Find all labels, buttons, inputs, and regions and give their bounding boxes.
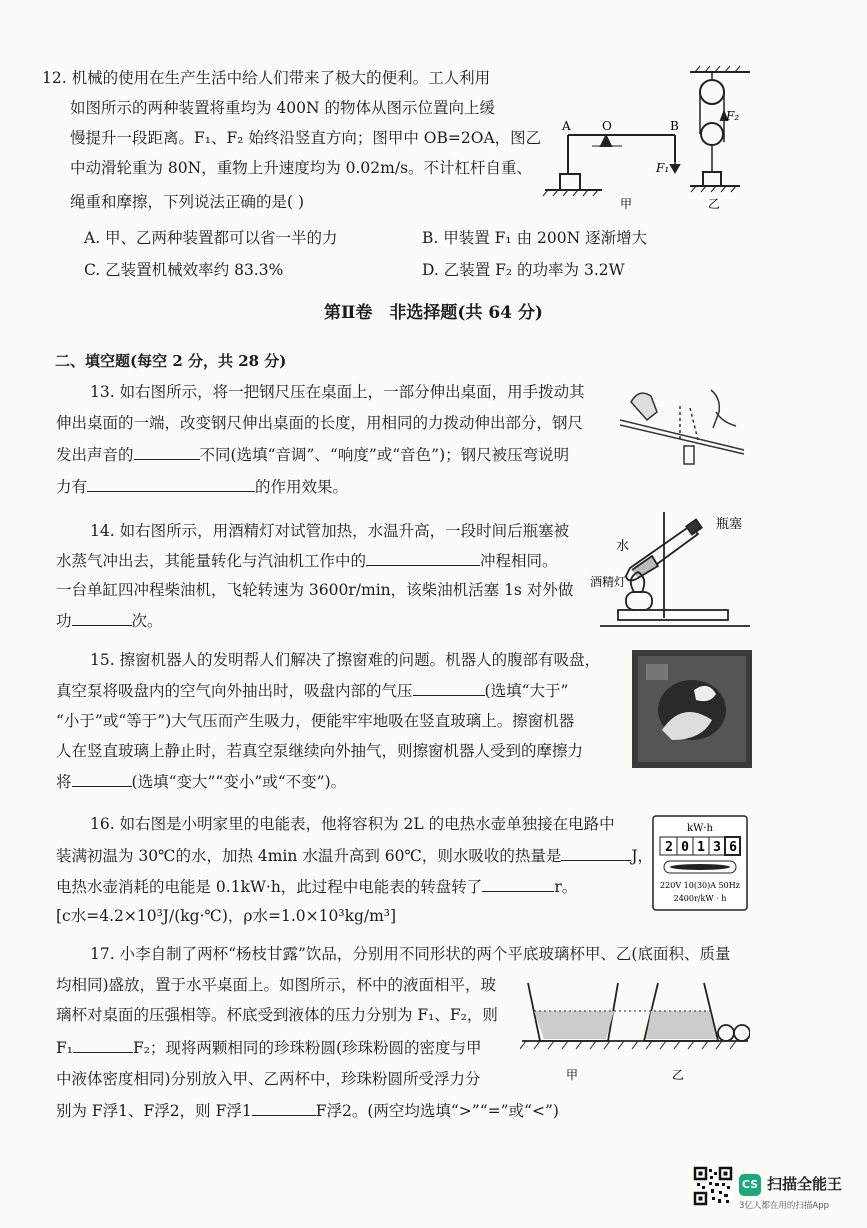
q15-line-2 — [56, 680, 568, 701]
q17-text-after-blank: F₂；现将两颗相同的珍珠粉圆(珍珠粉圆的密度与甲 — [132, 1039, 482, 1057]
part-title: 第Ⅱ卷 非选择题(共 64 分) — [324, 303, 543, 323]
q14-text-before-blank-2: 功 — [56, 612, 72, 630]
qr-code-icon — [693, 1166, 733, 1206]
meter-digit-2: 0 — [681, 840, 689, 855]
label-alcohol-lamp: 酒精灯 — [590, 575, 627, 589]
label-b: B — [670, 119, 679, 133]
answer-blank[interactable] — [72, 610, 132, 626]
q17-line-3: 璃杯对桌面的压强相等。杯底受到液体的压力分别为 F₁、F₂，则 — [56, 1006, 498, 1024]
camscanner-name: 扫描全能王 — [767, 1175, 843, 1193]
label-cup-jia: 甲 — [566, 1068, 579, 1082]
q17-text-before-blank-2: 别为 F浮1、F浮2，则 F浮1 — [56, 1102, 252, 1120]
q12-line-4: 中动滑轮重为 80N，重物上升速度均为 0.02m/s。不计杠杆自重、 — [70, 159, 533, 177]
answer-blank[interactable] — [482, 876, 554, 892]
q17-text-before-blank: F₁ — [56, 1039, 73, 1057]
energy-meter-figure — [652, 815, 748, 911]
q17-text-after-blank-2: F浮2。(两空均选填“>”“=”或“<”) — [315, 1102, 559, 1120]
camscanner-logo: CS — [739, 1174, 761, 1196]
label-cup-yi: 乙 — [672, 1068, 685, 1082]
q12-option-b: B. 甲装置 F₁ 由 200N 逐渐增大 — [422, 229, 648, 247]
meter-digit-4: 3 — [713, 840, 721, 855]
q15-text-before-blank-2: 将 — [56, 773, 72, 791]
meter-spec-1: 220V 10(30)A 50Hz — [660, 881, 740, 890]
answer-blank[interactable] — [366, 550, 480, 566]
label-f2: F₂ — [726, 109, 740, 123]
meter-digit-3: 1 — [697, 840, 705, 855]
q16-line-1: 16. 如右图是小明家里的电能表，他将容积为 2L 的电热水壶单独接在电路中 — [90, 815, 615, 833]
q12-line-2: 如图所示的两种装置将重均为 400N 的物体从图示位置向上缓 — [70, 99, 496, 117]
label-water: 水 — [616, 539, 630, 554]
q16-text-before-blank: 装满初温为 30℃的水，加热 4min 水温升高到 60℃，则水吸收的热量是 — [56, 847, 562, 865]
q13-text-after-blank: 不同(选填“音调”、“响度”或“音色”)；钢尺被压弯说明 — [199, 446, 570, 464]
q15-line-4: 人在竖直玻璃上静止时，若真空泵继续向外抽气，则擦窗机器人受到的摩擦力 — [56, 742, 584, 760]
answer-blank[interactable] — [73, 1037, 133, 1053]
q17-line-4 — [56, 1037, 482, 1058]
section-heading: 二、填空题(每空 2 分，共 28 分) — [55, 352, 287, 370]
q17-line-6 — [56, 1100, 559, 1121]
q12-option-c: C. 乙装置机械效率约 83.3% — [84, 261, 284, 279]
q13-line-2: 伸出桌面的一端，改变钢尺伸出桌面的长度，用相同的力拨动伸出部分，钢尺 — [56, 414, 584, 432]
answer-blank[interactable] — [134, 444, 200, 460]
q15-text-after-blank: (选填“大于” — [484, 682, 569, 700]
label-f1: F₁ — [656, 161, 670, 175]
answer-blank[interactable] — [252, 1100, 316, 1116]
q16-line-3 — [56, 876, 577, 897]
camscanner-tagline: 3亿人都在用的扫描App — [739, 1201, 830, 1211]
answer-blank[interactable] — [561, 845, 631, 861]
q16-text-after-blank-2: r。 — [554, 878, 578, 896]
test-tube-heating-figure — [590, 508, 760, 636]
meter-digit-1: 2 — [665, 840, 673, 855]
q13-text-after-blank-2: 的作用效果。 — [255, 478, 349, 496]
q15-text-after-blank-2: (选填“变大”“变小”或“不变”)。 — [131, 773, 347, 791]
answer-blank[interactable] — [413, 680, 485, 696]
meter-spec-2: 2400r/kW · h — [673, 894, 727, 903]
q16-text-after-blank: J， — [631, 847, 654, 865]
q14-line-3: 一台单缸四冲程柴油机，飞轮转速为 3600r/min，该柴油机活塞 1s 对外做 — [56, 581, 574, 599]
q16-text-before-blank-2: 电热水壶消耗的电能是 0.1kW·h，此过程中电能表的转盘转了 — [56, 878, 483, 896]
q15-line-5 — [56, 771, 346, 792]
steel-ruler-figure — [616, 380, 748, 466]
answer-blank[interactable] — [87, 476, 255, 492]
q17-line-5: 中液体密度相同)分别放入甲、乙两杯中，珍珠粉圆所受浮力分 — [56, 1070, 481, 1088]
q12-line-3: 慢提升一段距离。F₁、F₂ 始终沿竖直方向；图甲中 OB=2OA，图乙 — [70, 129, 542, 147]
label-jia: 甲 — [620, 197, 633, 211]
q14-text-after-blank: 冲程相同。 — [480, 552, 558, 570]
meter-unit: kW·h — [687, 823, 713, 834]
label-o: O — [602, 119, 612, 133]
scanner-watermark — [693, 1166, 863, 1218]
meter-digit-5: 6 — [729, 840, 737, 855]
q14-text-after-blank-2: 次。 — [131, 612, 163, 630]
q15-text-before-blank: 真空泵将吸盘内的空气向外抽出时，吸盘内部的气压 — [56, 682, 413, 700]
lever-pulley-figure — [540, 62, 752, 212]
two-cups-figure — [520, 975, 750, 1085]
q12-option-d: D. 乙装置 F₂ 的功率为 3.2W — [422, 261, 625, 279]
q12-option-a: A. 甲、乙两种装置都可以省一半的力 — [84, 229, 338, 247]
q14-line-2 — [56, 550, 558, 571]
q15-line-1: 15. 擦窗机器人的发明帮人们解决了擦窗难的问题。机器人的腹部有吸盘， — [90, 651, 601, 669]
q13-text-before-blank: 发出声音的 — [56, 446, 134, 464]
q17-line-2: 均相同)盛放，置于水平桌面上。如图所示，杯中的液面相平，玻 — [56, 976, 497, 994]
window-robot-photo — [632, 650, 752, 768]
q16-line-4: [c水=4.2×10³J/(kg·℃)，ρ水=1.0×10³kg/m³] — [56, 907, 397, 925]
q15-line-3: “小于”或“等于”)大气压而产生吸力，便能牢牢地吸在竖直玻璃上。擦窗机器 — [56, 712, 575, 730]
q12-line-5: 绳重和摩擦，下列说法正确的是( ) — [70, 193, 305, 211]
answer-blank[interactable] — [72, 771, 132, 787]
q16-line-2 — [56, 845, 653, 866]
label-a: A — [562, 119, 571, 133]
q13-line-1: 13. 如右图所示，将一把钢尺压在桌面上，一部分伸出桌面，用手拨动其 — [90, 383, 585, 401]
label-stopper: 瓶塞 — [716, 517, 743, 532]
q12-line-1: 12. 机械的使用在生产生活中给人们带来了极大的便利。工人利用 — [42, 69, 491, 87]
label-yi: 乙 — [708, 197, 721, 211]
q13-line-3 — [56, 444, 569, 465]
q13-line-4 — [56, 476, 348, 497]
q13-text-before-blank-2: 力有 — [56, 478, 88, 496]
q14-line-1: 14. 如右图所示，用酒精灯对试管加热，水温升高，一段时间后瓶塞被 — [90, 522, 570, 540]
q14-text-before-blank: 水蒸气冲出去，其能量转化与汽油机工作中的 — [56, 552, 367, 570]
q17-line-1: 17. 小李自制了两杯“杨枝甘露”饮品，分别用不同形状的两个平底玻璃杯甲、乙(底面积、质量 — [90, 945, 731, 963]
q14-line-4 — [56, 610, 163, 631]
